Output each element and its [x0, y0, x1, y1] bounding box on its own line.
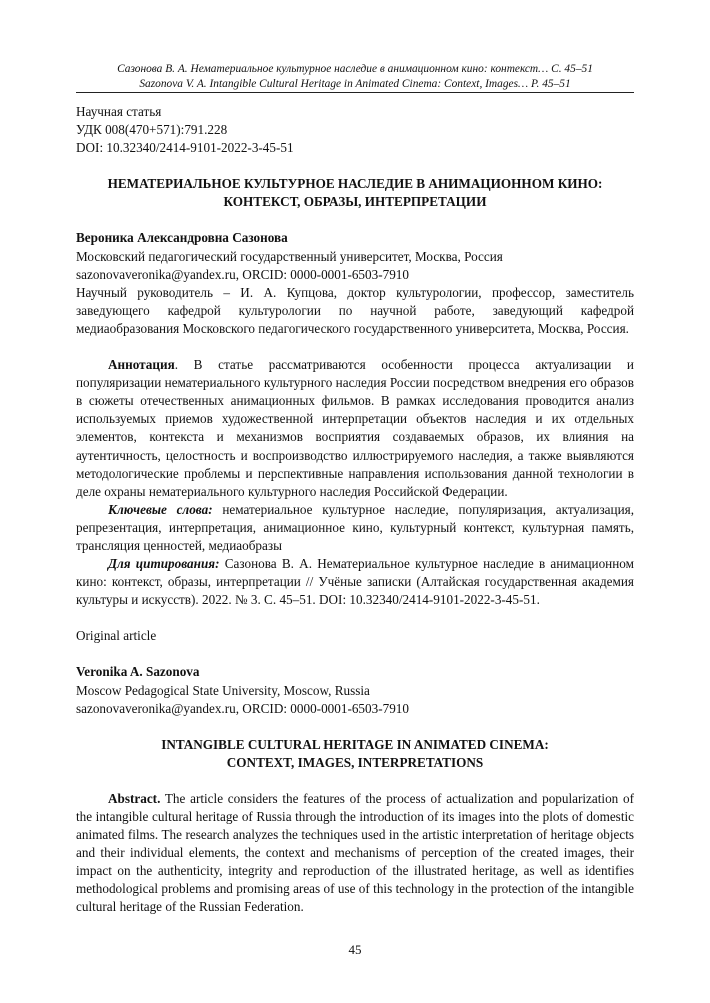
keywords-ru: [76, 501, 634, 555]
abstract-label-en: Abstract.: [108, 790, 161, 806]
author-name-en: Veronika A. Sazonova: [76, 664, 200, 680]
running-head-en: Sazonova V. A. Intangible Cultural Heritage in Animated Cinema: Context, Images… P. 45–51: [139, 78, 571, 90]
supervisor-ru: Научный руководитель – И. А. Купцова, доктор культурологии, профессор, заместитель заведующего кафедрой культурологии по научной работе, заведующий кафедрой медиаобразования Московского педагогического государственного университета, Москва, Россия.: [76, 284, 634, 336]
doi-ru: DOI: 10.32340/2414-9101-2022-3-45-51: [76, 140, 294, 156]
page-number: 45: [348, 942, 362, 957]
running-head-ru: Сазонова В. А. Нематериальное культурное наследие в анимационном кино: контекст… С. 45–51: [117, 63, 593, 75]
email-orcid-en: sazonovaveronika@yandex.ru, ORCID: 0000-0001-6503-7910: [76, 700, 409, 716]
citation-label-ru: Для цитирования:: [108, 556, 220, 572]
title-en-line1: INTANGIBLE CULTURAL HERITAGE IN ANIMATED CINEMA:: [161, 736, 549, 752]
title-en: [76, 736, 634, 772]
header-rule: [76, 92, 634, 93]
author-name-ru: Вероника Александровна Сазонова: [76, 230, 288, 246]
email-orcid-ru: sazonovaveronika@yandex.ru, ORCID: 0000-0001-6503-7910: [76, 266, 409, 282]
affiliation-en: Moscow Pedagogical State University, Moscow, Russia: [76, 682, 370, 698]
abstract-text-en: The article considers the features of the process of actualization and popularization of the intangible cultural heritage of Russia through the introduction of its images into the plots of domestic animated films. The research analyzes the techniques used in the artistic interpretation of heritage objects and their individual elements, the context and mechanisms of perception of the created images, their impact on the authenticity, integrity and reproduction of the illustrated heritage, as well as identifies methodological problems and promising areas of use of this technology in the protection of the intangible cultural heritage of the Russian Federation.: [76, 790, 634, 915]
title-ru: [76, 175, 634, 211]
udc-code: УДК 008(470+571):791.228: [76, 122, 228, 138]
running-head: [76, 62, 634, 92]
abstract-text-ru: . В статье рассматриваются особенности процесса актуализации и популяризации нематериального культурного наследия России посредством внедрения его образов в сюжеты отечественных анимационных фильмов. В рамках исследования проводится анализ используемых приемов художественной интерпретации объектов наследия и их отдельных элементов, контекста и механизмов восприятия создаваемых образов, их влияния на аутентичность, целостность и воспроизводство иллюстрируемого наследия, а также выявляются методологические проблемы и перспективные направления использования данной технологии в деле охраны нематериального культурного наследия Российской Федерации.: [76, 357, 634, 499]
article-type-en: Original article: [76, 628, 157, 644]
article-body: [76, 103, 634, 917]
citation-ru: [76, 555, 634, 609]
title-ru-line2: КОНТЕКСТ, ОБРАЗЫ, ИНТЕРПРЕТАЦИИ: [223, 194, 487, 210]
abstract-en: [76, 790, 634, 917]
title-ru-line1: НЕМАТЕРИАЛЬНОЕ КУЛЬТУРНОЕ НАСЛЕДИЕ В АНИМАЦИОННОМ КИНО:: [107, 176, 603, 192]
citation-text-ru: Сазонова В. А. Нематериальное культурное наследие в анимационном кино: контекст, образы, интерпретации // Учёные записки (Алтайская государственная академия культуры и искусств). 2022. № 3. С. 45–51. DOI: 10.32340/2414-9101-2022-3-45-51.: [76, 556, 634, 608]
keywords-label-ru: Ключевые слова:: [108, 501, 213, 517]
article-type-ru: Научная статья: [76, 104, 162, 119]
abstract-label-ru: Аннотация: [108, 357, 175, 373]
abstract-ru: [76, 356, 634, 501]
title-en-line2: CONTEXT, IMAGES, INTERPRETATIONS: [226, 754, 484, 770]
keywords-text-ru: нематериальное культурное наследие, популяризация, актуализация, репрезентация, интерпретация, анимационное кино, культурный контекст, культурная память, трансляция ценностей, медиаобразы: [76, 501, 635, 553]
affiliation-ru: Московский педагогический государственный университет, Москва, Россия: [76, 248, 503, 264]
